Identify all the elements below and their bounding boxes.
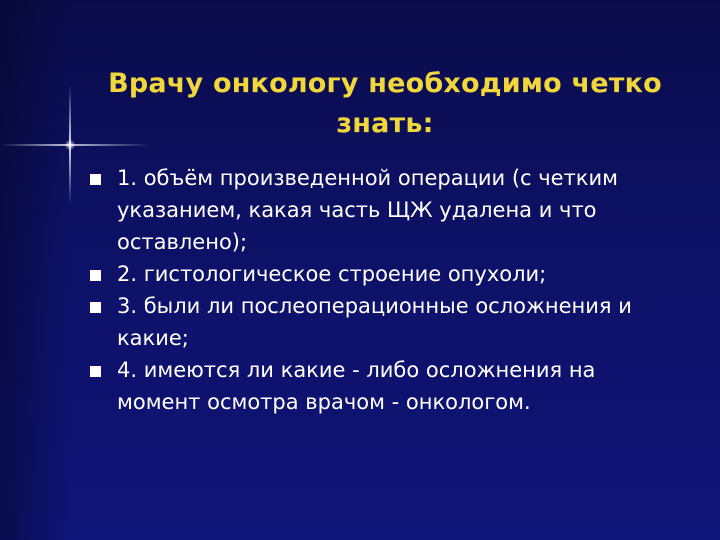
sparkle-core <box>64 140 76 150</box>
slide-title <box>80 64 690 144</box>
list-item <box>85 290 685 354</box>
list-item <box>85 162 685 258</box>
square-bullet-icon <box>90 174 101 185</box>
list-item-text: 3. были ли послеоперационные осложнения и какие; <box>117 294 632 350</box>
bullet-list <box>85 162 685 418</box>
left-shadow-band <box>0 0 70 540</box>
list-item-text: 4. имеются ли какие - либо осложнения на момент осмотра врачом - онкологом. <box>117 358 596 414</box>
square-bullet-icon <box>90 270 101 281</box>
slide-title-line-1: Врачу онкологу необходимо четко <box>108 68 662 100</box>
list-item-text: 1. объём произведенной операции (с четким указанием, какая часть ЩЖ удалена и что оставлено); <box>117 166 618 254</box>
square-bullet-icon <box>90 302 101 313</box>
list-item <box>85 354 685 418</box>
list-item <box>85 258 685 290</box>
square-bullet-icon <box>90 366 101 377</box>
list-item-text: 2. гистологическое строение опухоли; <box>117 262 547 286</box>
slide-title-line-2: знать: <box>336 108 434 140</box>
